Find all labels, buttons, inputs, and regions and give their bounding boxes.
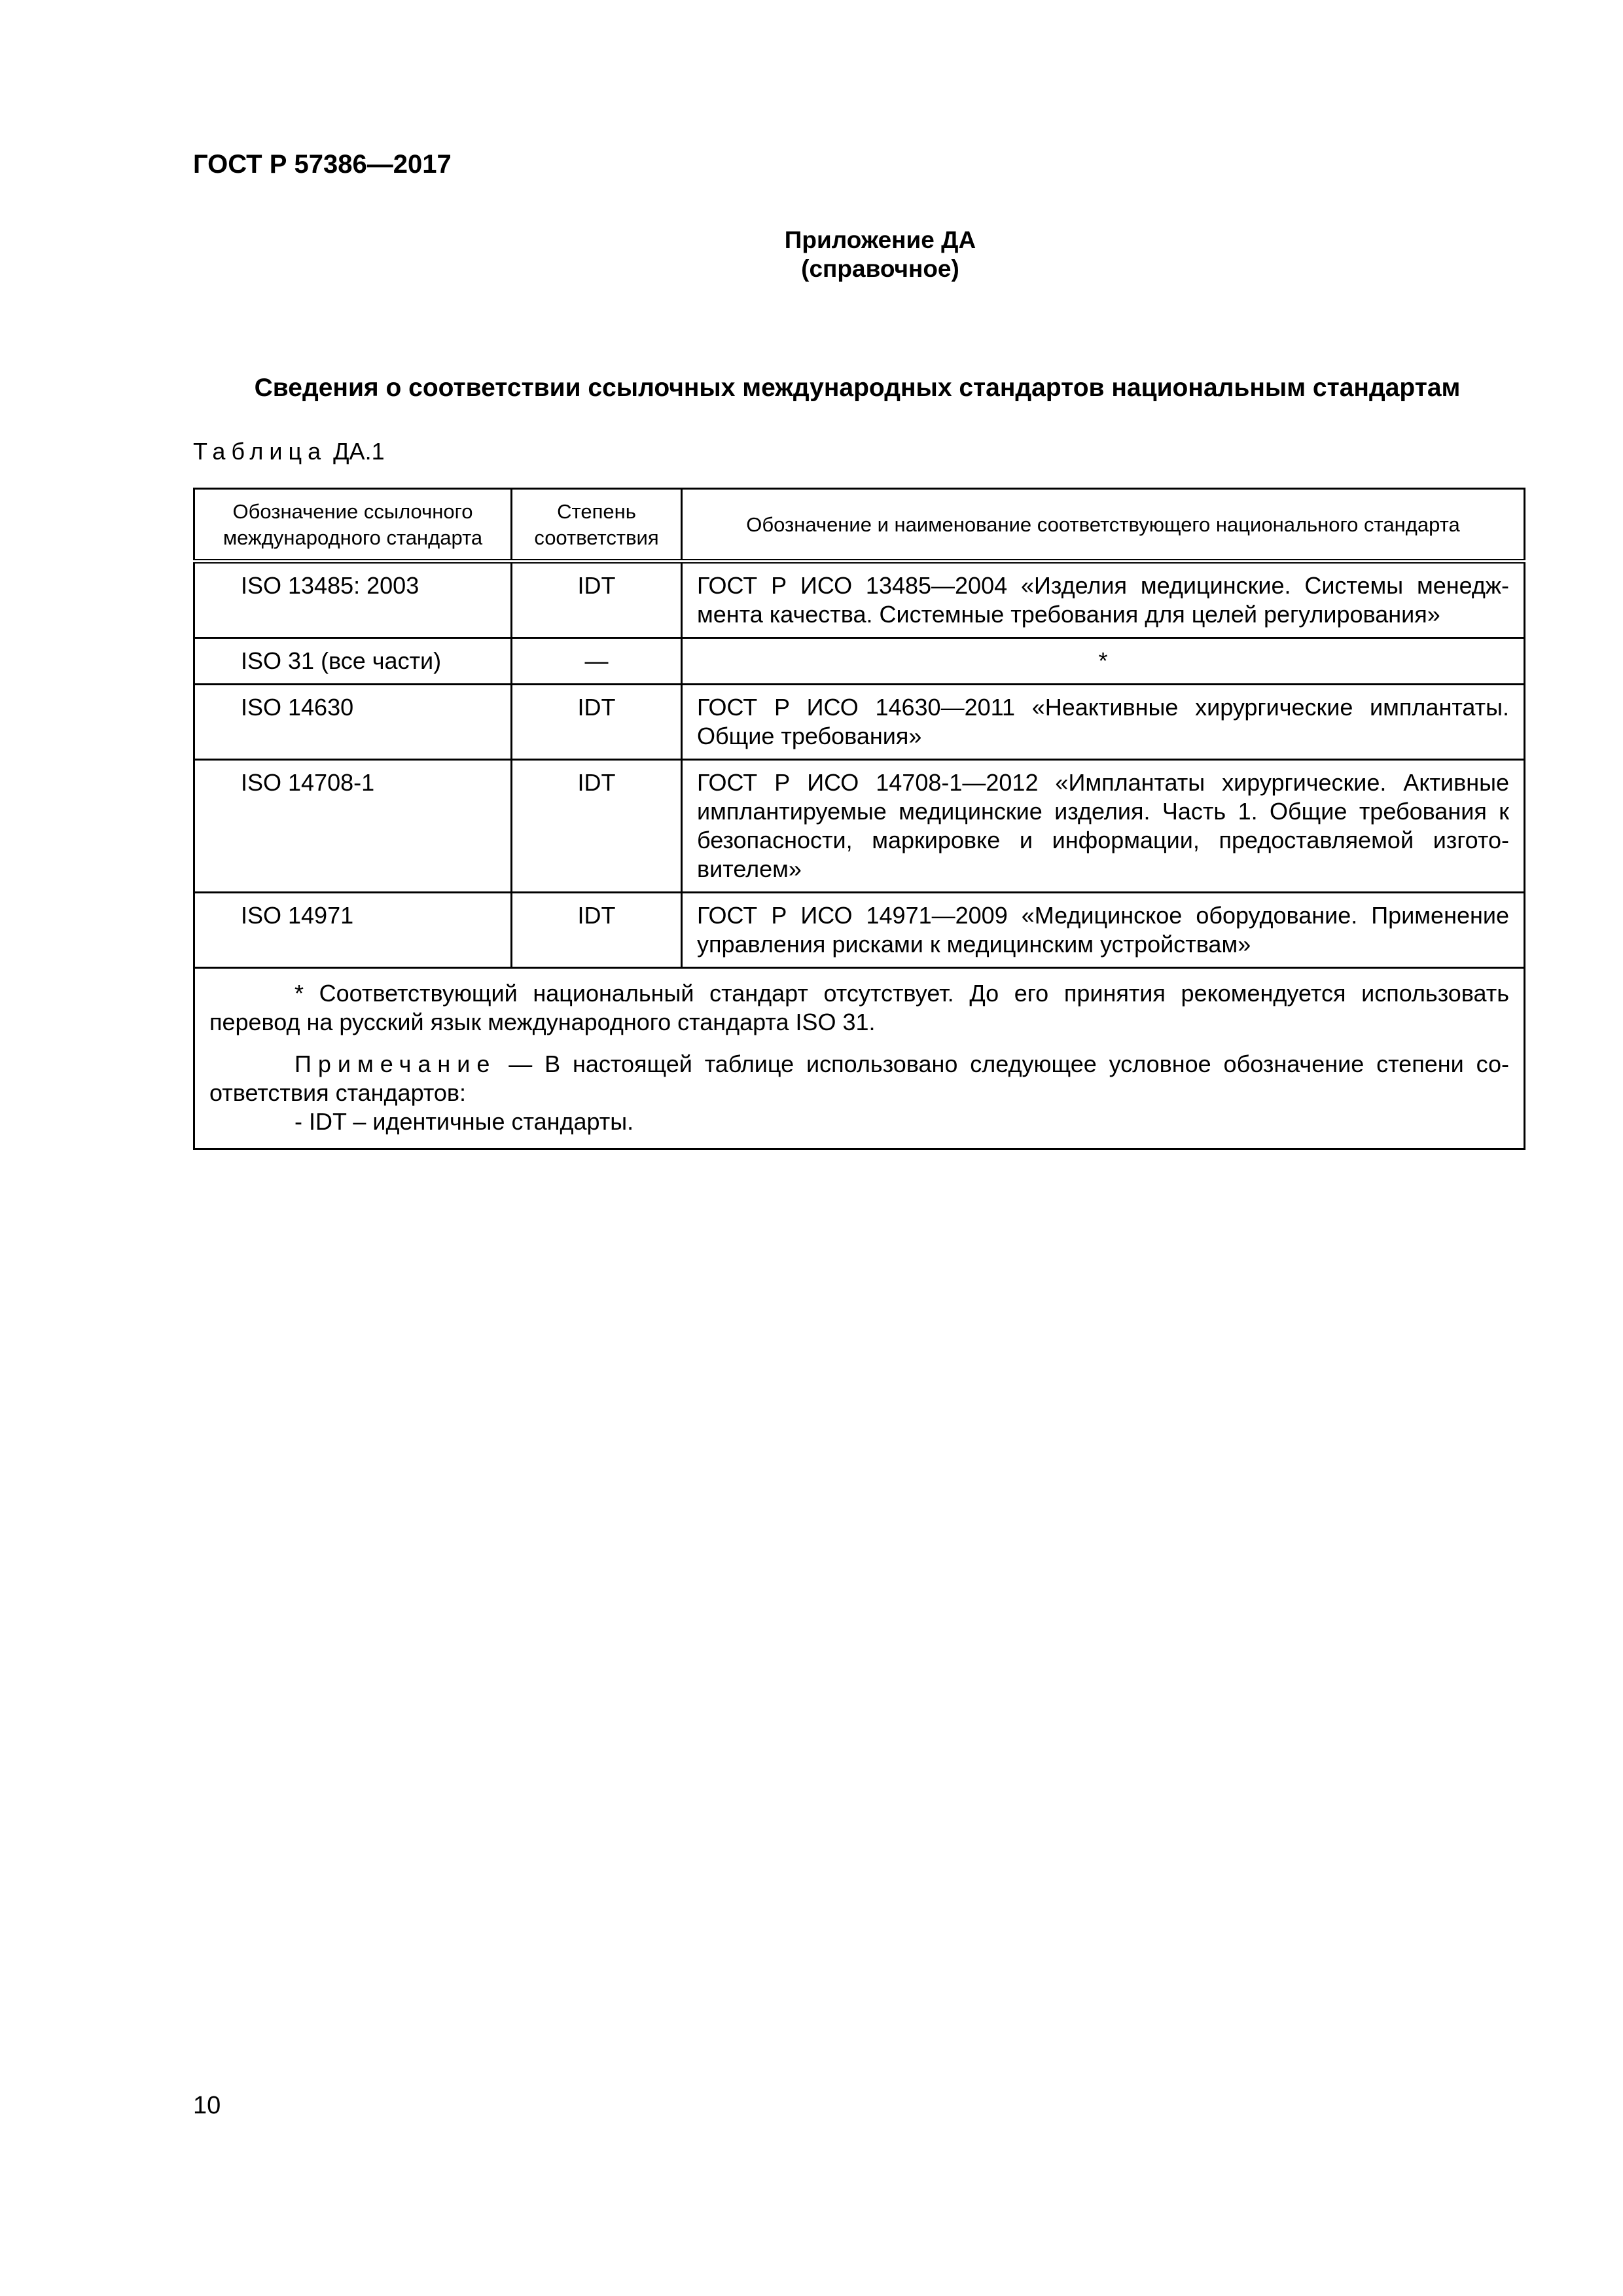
table-note	[209, 1050, 1509, 1107]
iso-designation: ISO 14708-1	[194, 760, 512, 893]
table-row	[194, 638, 1525, 685]
table-row	[194, 893, 1525, 968]
table-caption-label: Таблица	[193, 438, 327, 465]
appendix-title: Приложение ДА	[784, 226, 976, 253]
appendix-heading	[710, 226, 1050, 284]
table-header-row	[194, 489, 1525, 562]
note-list-item: - IDT – идентичные стандарты.	[294, 1108, 634, 1135]
table-footnote: * Соответствующий национальный стандарт отсутствует. До его принятия рекомендуется использовать перевод на русский язык международного стандарта ISO 31.	[209, 980, 1509, 1035]
national-standard: ГОСТ Р ИСО 14971—2009 «Медицинское оборудование. Применение управления рисками к медицинским устройствам»	[682, 893, 1525, 968]
conformity-degree: IDT	[512, 760, 682, 893]
note-text: — В настоящей таблице использовано следующее условное обозначение степени соответствия стандартов:	[209, 1050, 1509, 1106]
standards-table	[193, 488, 1525, 1150]
national-standard: *	[682, 638, 1525, 685]
national-standard: ГОСТ Р ИСО 14630—2011 «Неактивные хирургические имплантаты. Общие требования»	[682, 685, 1525, 760]
appendix-subtitle: (справочное)	[801, 255, 959, 283]
iso-designation: ISO 14630	[194, 685, 512, 760]
iso-designation: ISO 31 (все части)	[194, 638, 512, 685]
column-header-degree: Степень соответствия	[512, 489, 682, 562]
page-number: 10	[193, 2092, 221, 2119]
table-row	[194, 685, 1525, 760]
table-caption-number: ДА.1	[333, 438, 385, 465]
national-standard: ГОСТ Р ИСО 14708-1—2012 «Имплантаты хирургические. Активные имплантируемые медицинские изделия. Часть 1. Общие требования к безопасности, маркировке и информации, предоставляемой изготовителем»	[682, 760, 1525, 893]
column-header-iso: Обозначение ссылочного международного стандарта	[194, 489, 512, 562]
conformity-degree: IDT	[512, 562, 682, 638]
conformity-degree: —	[512, 638, 682, 685]
national-standard: ГОСТ Р ИСО 13485—2004 «Изделия медицинские. Системы менеджмента качества. Системные требования для целей регулирования»	[682, 562, 1525, 638]
table-footer-row	[194, 968, 1525, 1149]
conformity-degree: IDT	[512, 685, 682, 760]
document-code: ГОСТ Р 57386—2017	[193, 150, 452, 179]
iso-designation: ISO 14971	[194, 893, 512, 968]
note-label: Примечание	[294, 1050, 497, 1077]
conformity-degree: IDT	[512, 893, 682, 968]
table-row	[194, 760, 1525, 893]
table-notes	[194, 968, 1525, 1149]
table-caption	[193, 437, 385, 465]
column-header-national: Обозначение и наименование соответствующего национального стандарта	[682, 489, 1525, 562]
iso-designation: ISO 13485: 2003	[194, 562, 512, 638]
section-title: Сведения о соответствии ссылочных международных стандартов национальным стандартам	[254, 374, 1461, 402]
table-row	[194, 562, 1525, 638]
